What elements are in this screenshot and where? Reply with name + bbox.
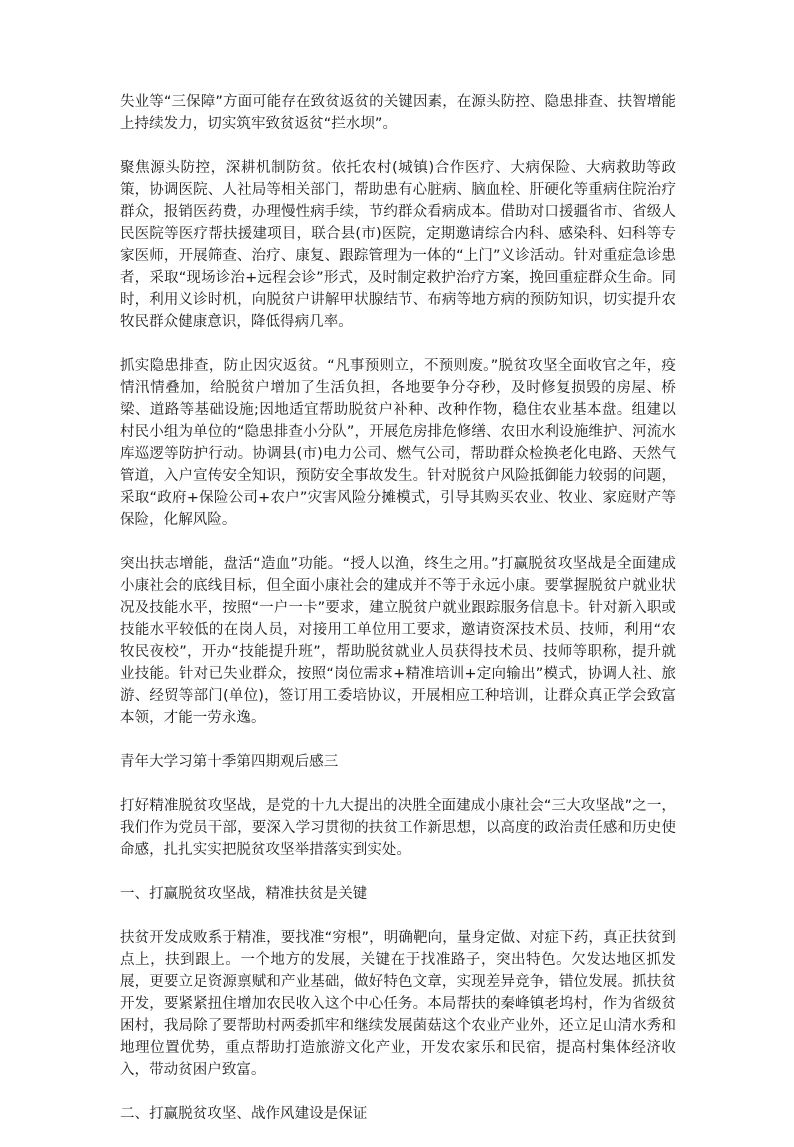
- section-heading: 一、打赢脱贫攻坚战，精准扶贫是关键: [120, 886, 368, 902]
- body-paragraph: 扶贫开发成败系于精准，要找准“穷根”，明确靶向，量身定做、对症下药，真正扶贫到点上，扶到跟上。一个地方的发展，关键在于找准路子，突出特色。欠发达地区抓发展，更要立足资源禀赋和产业基础，做好特色文章，实现差异竞争，错位发展。抓扶贫开发，要紧紧扭住增加农民收入这个中心任务。本局帮扶的秦峰镇老坞村，作为省级贫困村，我局除了要帮助村两委抓牢和继续发展菌菇这个农业产业外，还立足山清水秀和地理位置优势，重点帮助打造旅游文化产业，开发农家乐和民宿，提高村集体经济收入，带动贫困户致富。: [120, 930, 676, 1078]
- section-title: 青年大学习第十季第四期观后感三: [120, 754, 339, 770]
- body-paragraph: 突出扶志增能，盘活“造血”功能。“授人以渔，终生之用。”打赢脱贫攻坚战是全面建成小康社会的底线目标，但全面小康社会的建成并不等于永远小康。要掌握脱贫户就业状况及技能水平，按照“一户一卡”要求，建立脱贫户就业跟踪服务信息卡。针对新入职或技能水平较低的在岗人员，对接用工单位用工要求，邀请资深技术员、技师，利用“农牧民夜校”，开办“技能提升班”，帮助脱贫就业人员获得技术员、技师等职称，提升就业技能。针对已失业群众，按照“岗位需求+精准培训+定向输出”模式，协调人社、旅游、经贸等部门(单位)，签订用工委培协议，开展相应工种培训，让群众真正学会致富本领，才能一劳永逸。: [120, 556, 676, 726]
- body-paragraph: 抓实隐患排查，防止因灾返贫。“凡事预则立，不预则废。”脱贫攻坚全面收官之年，疫情汛情叠加，给脱贫户增加了生活负担，各地要争分夺秒，及时修复损毁的房屋、桥梁、道路等基础设施;因地适宜帮助脱贫户补种、改种作物，稳住农业基本盘。组建以村民小组为单位的“隐患排查小分队”，开展危房排危修缮、农田水利设施维护、河流水库巡逻等防护行动。协调县(市)电力公司、燃气公司，帮助群众检换老化电路、天然气管道，入户宣传安全知识，预防安全事故发生。针对脱贫户风险抵御能力较弱的问题，采取“政府+保险公司+农户”灾害风险分摊模式，引导其购买农业、牧业、家庭财产等保险，化解风险。: [120, 358, 676, 528]
- body-paragraph: 失业等“三保障”方面可能存在致贫返贫的关键因素，在源头防控、隐患排查、扶智增能上持续发力，切实筑牢致贫返贫“拦水坝”。: [120, 94, 676, 132]
- body-paragraph: 聚焦源头防控，深耕机制防贫。依托农村(城镇)合作医疗、大病保险、大病救助等政策，协调医院、人社局等相关部门，帮助患有心脏病、脑血栓、肝硬化等重病住院治疗群众，报销医药费，办理慢性病手续，节约群众看病成本。借助对口援疆省市、省级人民医院等医疗帮扶援建项目，联合县(市)医院，定期邀请综合内科、感染科、妇科等专家医师，开展筛查、治疗、康复、跟踪管理为一体的“上门”义诊活动。针对重症急诊患者，采取“现场诊治+远程会诊”形式，及时制定救护治疗方案，挽回重症群众生命。同时，利用义诊时机，向脱贫户讲解甲状腺结节、布病等地方病的预防知识，切实提升农牧民群众健康意识，降低得病几率。: [120, 160, 676, 330]
- body-paragraph: 打好精准脱贫攻坚战，是党的十九大提出的决胜全面建成小康社会“三大攻坚战”之一，我们作为党员干部，要深入学习贯彻的扶贫工作新思想，以高度的政治责任感和历史使命感，扎扎实实把脱贫攻坚举措落实到实处。: [120, 798, 676, 858]
- document-body: [120, 91, 676, 1147]
- section-heading: 二、打赢脱贫攻坚、战作风建设是保证: [120, 1106, 368, 1122]
